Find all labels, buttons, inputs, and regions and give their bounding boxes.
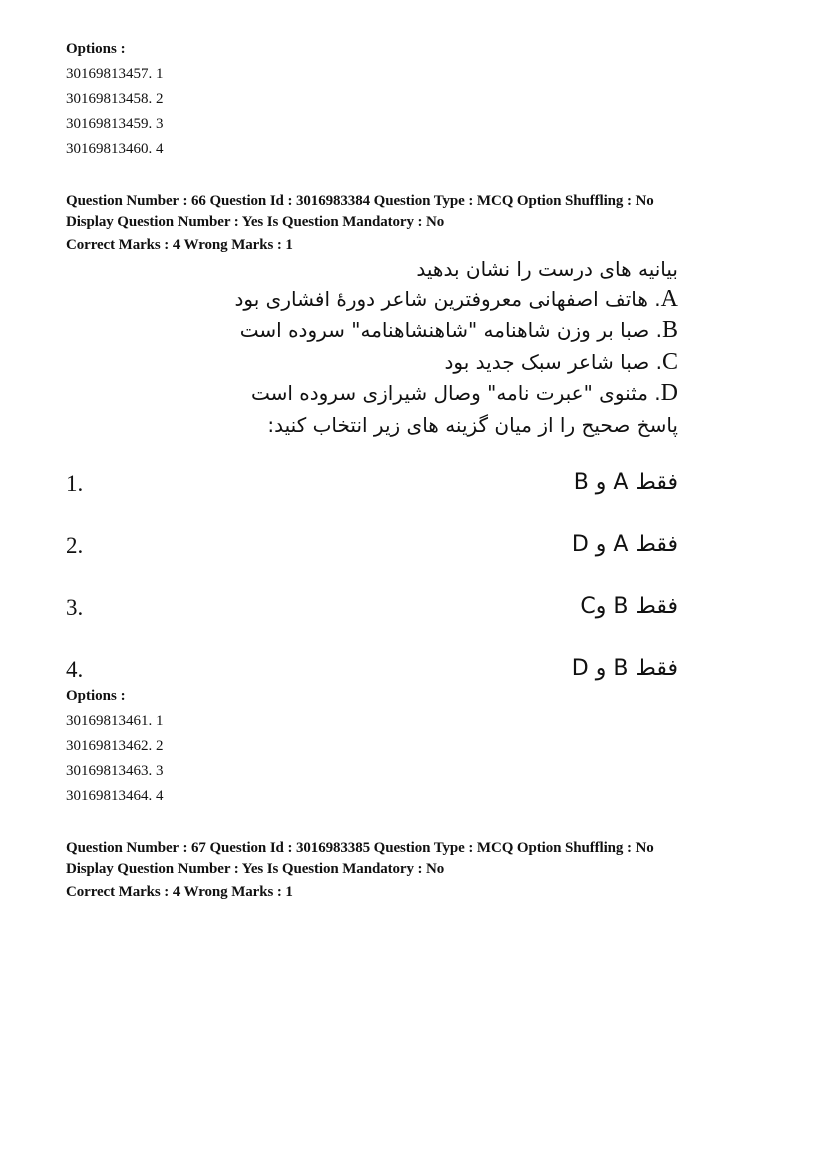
- choice-text: فقط B وC: [580, 594, 678, 619]
- statement-text: مثنوی "عبرت نامه" وصال شیرازی سروده است: [250, 381, 648, 405]
- choice-text: فقط A و D: [571, 532, 678, 557]
- options-label: Options :: [66, 688, 126, 704]
- statement-letter: D: [660, 380, 678, 406]
- option-id: 30169813463. 3: [66, 763, 164, 779]
- option-id: 30169813462. 2: [66, 738, 164, 754]
- question-instruction: پاسخ صحیح را از میان گزینه های زیر انتخاب کنید:: [267, 413, 678, 437]
- choice-text: فقط A و B: [573, 470, 678, 495]
- statement-a: A. هاتف اصفهانی معروفترین شاعر دورهٔ افشاری بود: [234, 286, 678, 312]
- question-meta-line: Question Number : 66 Question Id : 3016983384 Question Type : MCQ Option Shuffling : No: [66, 193, 654, 209]
- choice-number: 4.: [66, 657, 84, 682]
- marks-line: Correct Marks : 4 Wrong Marks : 1: [66, 237, 293, 253]
- option-id: 30169813458. 2: [66, 91, 164, 107]
- statement-letter: B: [661, 317, 678, 343]
- question-meta-line: Question Number : 67 Question Id : 3016983385 Question Type : MCQ Option Shuffling : No: [66, 840, 654, 856]
- statement-letter: A: [660, 286, 678, 312]
- option-id: 30169813459. 3: [66, 116, 164, 132]
- choice-number: 1.: [66, 471, 84, 496]
- question-prompt: بیانیه های درست را نشان بدهید: [416, 257, 678, 281]
- option-id: 30169813464. 4: [66, 788, 164, 804]
- option-id: 30169813457. 1: [66, 66, 164, 82]
- question-66-options: [66, 684, 766, 809]
- choice-text: فقط B و D: [571, 656, 678, 681]
- marks-line: Correct Marks : 4 Wrong Marks : 1: [66, 884, 293, 900]
- question-meta-line: Display Question Number : Yes Is Question Mandatory : No: [66, 214, 445, 230]
- statement-text: صبا شاعر سبک جدید بود: [444, 350, 650, 374]
- top-options-block: [66, 37, 766, 162]
- option-id: 30169813461. 1: [66, 713, 164, 729]
- statement-letter: C: [661, 349, 678, 375]
- choice-number: 2.: [66, 533, 84, 558]
- question-66-meta: [66, 191, 766, 256]
- question-meta-line: Display Question Number : Yes Is Question Mandatory : No: [66, 861, 445, 877]
- statement-text: هاتف اصفهانی معروفترین شاعر دورهٔ افشاری بود: [234, 287, 648, 311]
- statement-c: C. صبا شاعر سبک جدید بود: [444, 349, 678, 375]
- statement-text: صبا بر وزن شاهنامه "شاهنشاهنامه" سروده است: [239, 318, 650, 342]
- option-id: 30169813460. 4: [66, 141, 164, 157]
- choice-number: 3.: [66, 595, 84, 620]
- statement-d: D. مثنوی "عبرت نامه" وصال شیرازی سروده است: [250, 380, 678, 406]
- question-67-meta: [66, 838, 766, 903]
- statement-b: B. صبا بر وزن شاهنامه "شاهنشاهنامه" سروده است: [239, 317, 678, 343]
- options-label: Options :: [66, 41, 126, 57]
